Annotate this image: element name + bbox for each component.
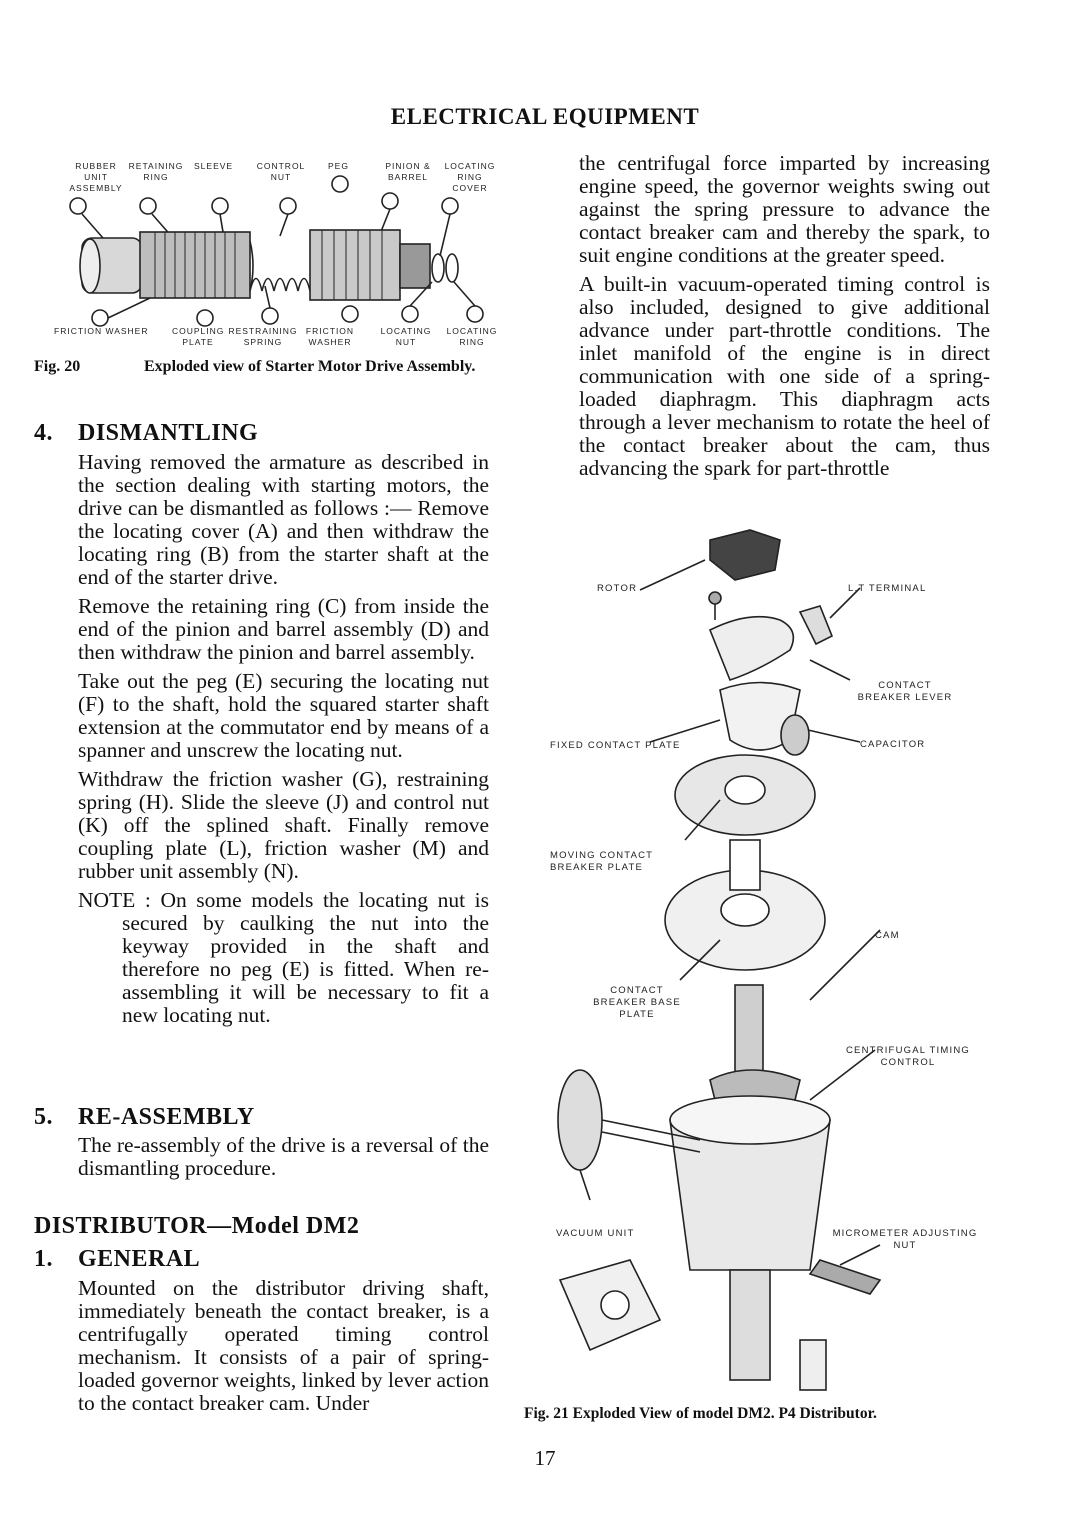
sec4-note	[78, 889, 489, 1027]
fig20-label-locating-cover: LOCATING RING COVER	[444, 161, 496, 193]
sec5-title: RE-ASSEMBLY	[78, 1104, 255, 1130]
label-moving-plate: MOVING CONTACT BREAKER PLATE	[550, 850, 654, 873]
fig20-label-peg: PEG	[328, 161, 349, 171]
label-micrometer: MICROMETER ADJUSTING NUT	[832, 1228, 978, 1251]
sec4-p3: Take out the peg (E) securing the locating nut (F) to the shaft, hold the squared starter shaft extension at the commutator end by means of a spanner and unscrew the locating nut.	[78, 669, 489, 762]
label-capacitor: CAPACITOR	[860, 739, 926, 750]
fig20-illustration	[54, 156, 510, 347]
fig20-label-locating-ring: LOCATING RING	[446, 326, 498, 347]
sec5-p1: The re-assembly of the drive is a reversal of the dismantling procedure.	[78, 1133, 489, 1180]
sec4-heading	[34, 420, 259, 447]
fig20-caption-num: Fig. 20	[34, 358, 81, 375]
starter-drive-drawing	[60, 156, 510, 346]
sec1-num: 1.	[34, 1246, 53, 1272]
sec4-p2: Remove the retaining ring (C) from inside the end of the pinion and barrel assembly (D) and then withdraw the pinion and barrel assembly.	[78, 594, 489, 664]
sec4-body	[78, 451, 489, 1033]
page-header: ELECTRICAL EQUIPMENT	[390, 104, 700, 129]
page-number: 17	[534, 1446, 556, 1470]
sec5-num: 5.	[34, 1104, 53, 1130]
label-base-plate: CONTACT BREAKER BASE PLATE	[593, 985, 681, 1020]
label-vacuum: VACUUM UNIT	[556, 1228, 635, 1239]
fig20-caption-text: Exploded view of Starter Motor Drive Assembly.	[144, 358, 476, 375]
fig20-label-coupling: COUPLING PLATE	[172, 326, 225, 347]
label-centrifugal: CENTRIFUGAL TIMING CONTROL	[846, 1045, 970, 1068]
sec1-heading	[34, 1246, 201, 1273]
distributor-heading: DISTRIBUTOR—Model DM2	[34, 1213, 360, 1239]
fig21-illustration	[520, 520, 990, 1400]
label-lt-terminal: L.T TERMINAL	[848, 583, 927, 594]
sec4-p4: Withdraw the friction washer (G), restraining spring (H). Slide the sleeve (J) and control nut (K) off the splined shaft. Finally remove coupling plate (L), friction washer (M) and rubber unit assembly (N).	[78, 767, 489, 883]
fig20-label-sleeve: SLEEVE	[194, 161, 234, 171]
sec4-num: 4.	[34, 420, 53, 446]
sec4-title: DISMANTLING	[78, 420, 259, 446]
label-fixed-plate: FIXED CONTACT PLATE	[550, 740, 681, 751]
sec4-p1: Having removed the armature as described in the section dealing with starting motors, the drive can be dismantled as follows :— Remove the locating cover (A) and then withdraw the locating ring (B) from the starter shaft at the end of the starter drive.	[78, 450, 489, 589]
note-text: On some models the locating nut is secured by caulking the nut into the keyway provided in the shaft and therefore no peg (E) is fitted. When re-assembling it will be necessary to fit a new locating nut.	[122, 888, 489, 1027]
note-label: NOTE :	[78, 888, 151, 912]
fig20-label-locating-nut: LOCATING NUT	[380, 326, 432, 347]
label-cam: CAM	[875, 930, 900, 941]
fig20-label-pinion: PINION & BARREL	[385, 161, 431, 182]
fig20-label-friction2: FRICTION WASHER	[305, 326, 355, 347]
right-p2: A built-in vacuum-operated timing control is also included, designed to give additional advance under part-throttle conditions. The inlet manifold of the engine is in direct communication with one side of a spring-loaded diaphragm. This diaphragm acts through a lever mechanism to rotate the heel of the contact breaker about the cam, thus advancing the spark for part-throttle	[579, 272, 990, 480]
distributor-drawing	[520, 520, 990, 1400]
sec5-heading	[34, 1104, 255, 1131]
right-p1: the centrifugal force imparted by increasing engine speed, the governor weights swing out against the spring pressure to advance the contact breaker cam and thereby the spark, to suit engine conditions at the greater speed.	[579, 151, 990, 267]
sec1-p1: Mounted on the distributor driving shaft, immediately beneath the contact breaker, is a centrifugally operated timing control mechanism. It consists of a pair of spring-loaded governor weights, linked by lever action to the contact breaker cam. Under	[78, 1276, 489, 1415]
label-rotor: ROTOR	[597, 583, 638, 594]
label-cb-lever: CONTACT BREAKER LEVER	[857, 680, 953, 703]
right-body	[579, 152, 990, 486]
fig20-label-restraining: RESTRAINING SPRING	[228, 326, 298, 347]
fig20-caption	[34, 357, 494, 376]
sec1-title: GENERAL	[78, 1246, 201, 1272]
fig20-label-friction: FRICTION WASHER	[54, 326, 149, 336]
fig20-label-retaining: RETAINING RING	[128, 161, 184, 182]
fig20-label-control: CONTROL NUT	[256, 161, 306, 182]
fig21-caption: Fig. 21 Exploded View of model DM2. P4 Distributor.	[524, 1405, 877, 1422]
fig20-label-rubber: RUBBER UNIT ASSEMBLY	[69, 161, 123, 193]
